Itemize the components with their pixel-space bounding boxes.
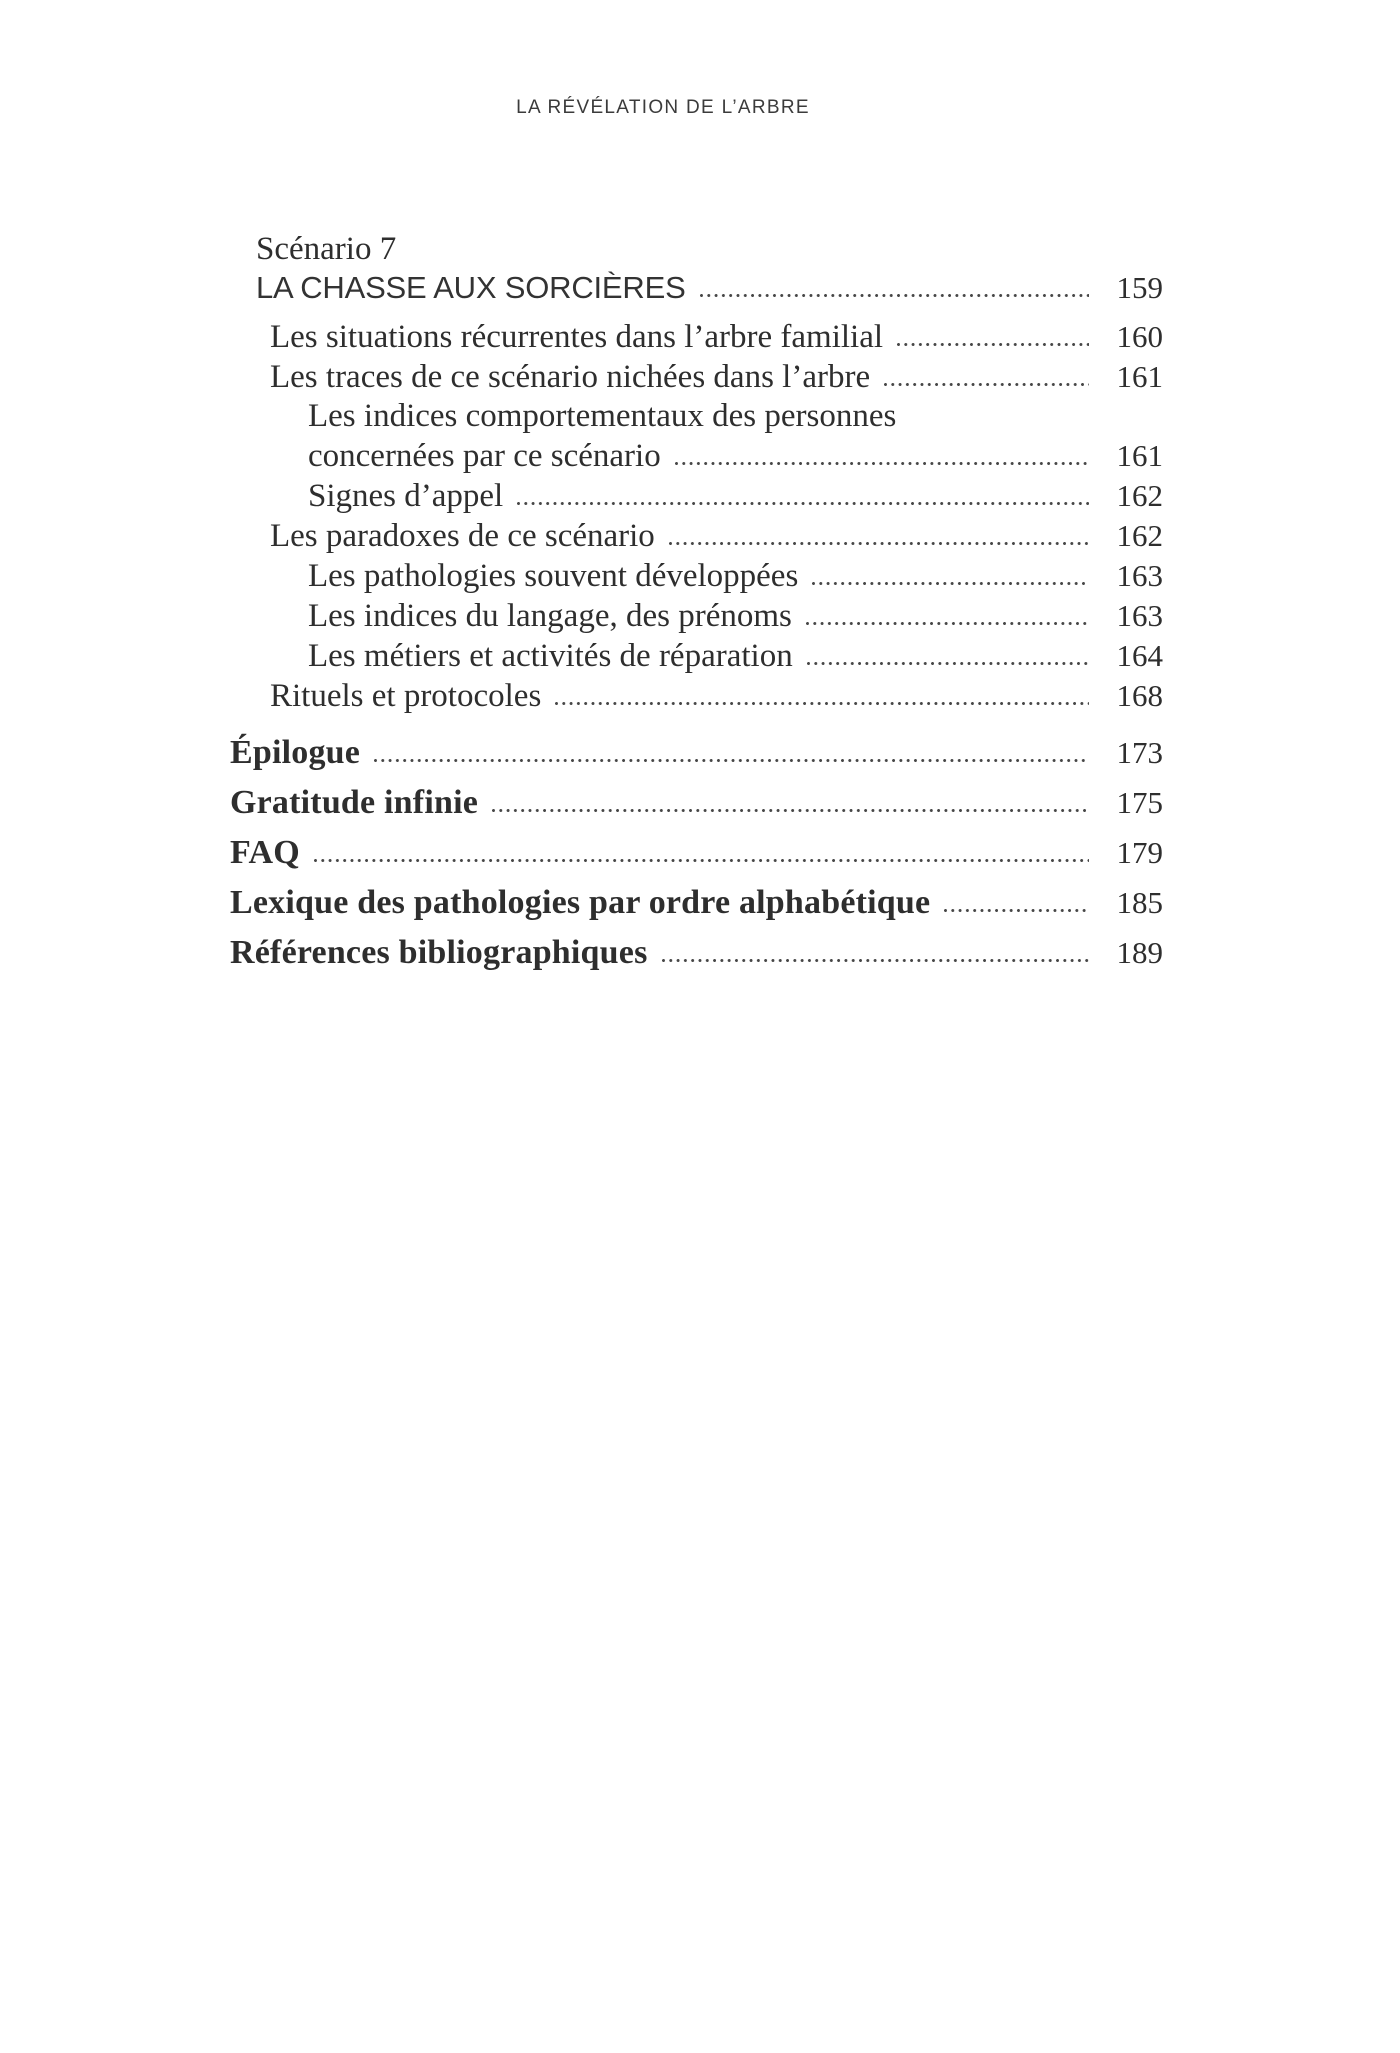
dot-leader: [675, 462, 1089, 466]
toc-entry-row: [230, 782, 1163, 824]
entry-label: Les métiers et activités de réparation: [308, 638, 793, 674]
entry-label: Gratitude infinie: [230, 784, 479, 821]
entry-label: concernées par ce scénario: [308, 438, 661, 474]
entry-label: Les indices comportementaux des personnes: [308, 398, 897, 434]
dot-leader: [374, 759, 1089, 763]
entry-label: Les indices du langage, des prénoms: [308, 598, 792, 634]
dot-leader: [492, 809, 1089, 813]
dot-leader: [944, 909, 1089, 913]
toc-entry-row: [230, 556, 1163, 596]
back-matter-entries: [230, 732, 1163, 974]
page-number: 164: [1116, 638, 1163, 673]
section-header: [230, 231, 1163, 307]
page-number: 159: [1116, 270, 1163, 305]
toc-entry-row: [230, 636, 1163, 676]
toc-entry-row: [230, 357, 1163, 397]
entry-label: FAQ: [230, 834, 300, 871]
dot-leader: [806, 622, 1089, 626]
toc-entry-row: [230, 882, 1163, 924]
page-number: 162: [1116, 518, 1163, 553]
toc-entry-row: [230, 397, 1163, 436]
toc-entry-row: [230, 317, 1163, 357]
toc-entry-row: [230, 832, 1163, 874]
section-title-row: [256, 268, 1163, 307]
toc-entry-row: [230, 732, 1163, 774]
page-number: 161: [1116, 359, 1163, 394]
section-entries: [230, 317, 1163, 716]
dot-leader: [517, 502, 1089, 506]
page-number: 163: [1116, 558, 1163, 593]
entry-label: Références bibliographiques: [230, 934, 648, 971]
page-number: 168: [1116, 678, 1163, 713]
section-title: LA CHASSE AUX SORCIÈRES: [256, 270, 686, 305]
dot-leader: [897, 343, 1089, 347]
page-number: 161: [1116, 438, 1163, 473]
section-kicker: Scénario 7: [256, 231, 397, 267]
table-of-contents: [230, 231, 1163, 974]
entry-label: Lexique des pathologies par ordre alphabétique: [230, 884, 931, 921]
page-number: 189: [1116, 935, 1163, 970]
entry-label: Épilogue: [230, 734, 361, 771]
page-number: 160: [1116, 319, 1163, 354]
dot-leader: [807, 662, 1089, 666]
dot-leader: [700, 294, 1089, 298]
entry-label: Les traces de ce scénario nichées dans l’arbre: [270, 359, 871, 395]
toc-entry-row: [230, 476, 1163, 516]
toc-entry-row: [230, 932, 1163, 974]
dot-leader: [812, 582, 1089, 586]
toc-entry-row: [230, 436, 1163, 476]
dot-leader: [555, 702, 1089, 706]
dot-leader: [662, 959, 1089, 963]
entry-label: Signes d’appel: [308, 478, 504, 514]
entry-label: Les pathologies souvent développées: [308, 558, 799, 594]
dot-leader: [314, 859, 1089, 863]
page-number: 179: [1116, 835, 1163, 870]
entry-label: Les situations récurrentes dans l’arbre familial: [270, 319, 884, 355]
page-number: 173: [1116, 735, 1163, 770]
running-head: LA RÉVÉLATION DE L’ARBRE: [516, 97, 810, 118]
dot-leader: [669, 542, 1089, 546]
page-number: 175: [1116, 785, 1163, 820]
page-number: 162: [1116, 478, 1163, 513]
toc-entry-row: [230, 516, 1163, 556]
toc-entry-row: [230, 676, 1163, 716]
entry-label: Les paradoxes de ce scénario: [270, 518, 655, 554]
dot-leader: [884, 383, 1089, 387]
toc-entry-row: [230, 596, 1163, 636]
entry-label: Rituels et protocoles: [270, 678, 542, 714]
page-number: 163: [1116, 598, 1163, 633]
page-number: 185: [1116, 885, 1163, 920]
